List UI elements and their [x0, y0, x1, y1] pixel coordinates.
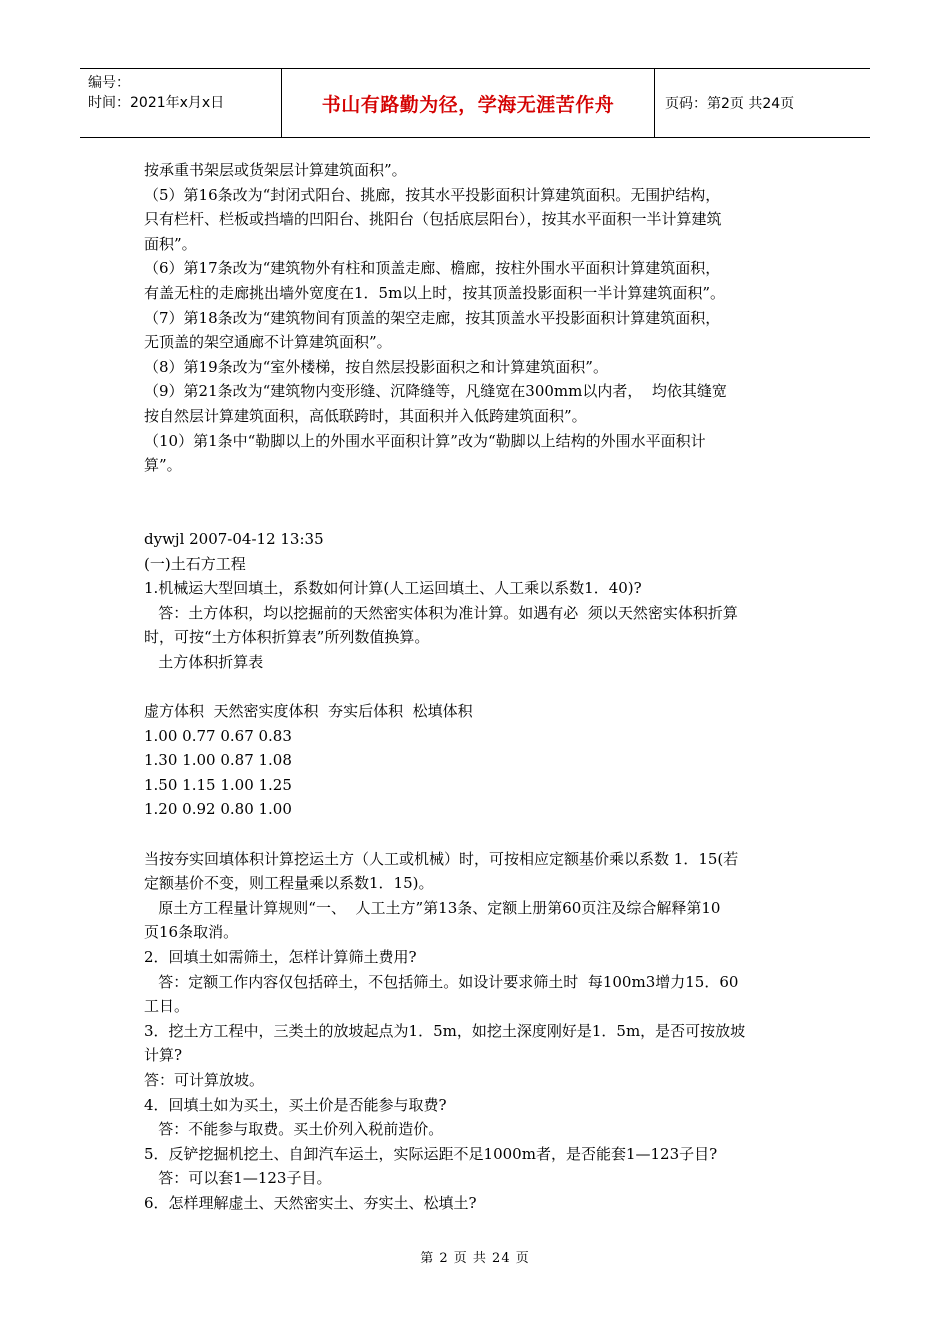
- number-label: 编号：: [88, 75, 130, 91]
- text-line: 1.机械运大型回填土，系数如何计算(人工运回填土、人工乘以系数1．40)?: [144, 579, 642, 598]
- text-line: 定额基价不变，则工程量乘以系数1．15)。: [144, 874, 434, 893]
- text-line: 1.30 1.00 0.87 1.08: [144, 751, 292, 770]
- text-line: 算”。: [144, 456, 182, 475]
- text-line: dywjl 2007-04-12 13:35: [144, 529, 324, 548]
- text-line: 计算?: [144, 1046, 183, 1065]
- text-line: 无顶盖的架空通廊不计算建筑面积”。: [144, 333, 392, 352]
- document-body: [144, 158, 812, 1216]
- text-line: （7）第18条改为“建筑物间有顶盖的架空走廊，按其顶盖水平投影面积计算建筑面积，: [144, 308, 721, 327]
- text-line: 2．回填土如需筛土，怎样计算筛土费用?: [144, 948, 417, 966]
- text-line: 工日。: [144, 997, 190, 1016]
- text-line: （6）第17条改为“建筑物外有柱和顶盖走廊、檐廊，按柱外围水平面积计算建筑面积，: [144, 259, 721, 278]
- text-line: （9）第21条改为“建筑物内变形缝、沉降缝等，凡缝宽在300mm以内者， 均依其缝宽: [144, 382, 727, 401]
- text-line: 土方体积折算表: [144, 652, 264, 671]
- header-meta: [80, 69, 281, 137]
- text-line: 答：不能参与取费。买土价列入税前造价。: [144, 1120, 444, 1139]
- text-line: 原土方工程量计算规则“一、 人工土方”第13条、定额上册第60页注及综合解释第10: [144, 898, 721, 917]
- text-line: 1.00 0.77 0.67 0.83: [144, 726, 292, 745]
- text-line: 6．怎样理解虚土、天然密实土、夯实土、松填土?: [144, 1193, 477, 1212]
- text-line: 虚方体积 天然密实度体积 夯实后体积 松填体积: [144, 702, 473, 721]
- text-line: （5）第16条改为“封闭式阳台、挑廊，按其水平投影面积计算建筑面积。无围护结构，: [144, 185, 721, 204]
- text-line: 答：定额工作内容仅包括碎土，不包括筛土。如设计要求筛土时 每100m3增力15．60: [144, 972, 739, 991]
- blank-line: [144, 502, 812, 527]
- text-line: 面积”。: [144, 234, 197, 253]
- time-label: 时间：2021年x月x日: [88, 95, 225, 111]
- blank-line: [144, 822, 812, 847]
- text-line: （10）第1条中“勒脚以上的外围水平面积计算”改为“勒脚以上结构的外围水平面积计: [144, 431, 706, 450]
- page-header: [80, 68, 870, 138]
- text-line: (一)土石方工程: [144, 554, 246, 573]
- text-line: 只有栏杆、栏板或挡墙的凹阳台、挑阳台（包括底层阳台），按其水平面积一半计算建筑: [144, 210, 722, 229]
- text-line: 按自然层计算建筑面积，高低联跨时，其面积并入低跨建筑面积”。: [144, 406, 587, 425]
- text-line: 答：可以套1—123子目。: [144, 1169, 332, 1188]
- page-footer: 第 2 页 共 24 页: [420, 1251, 530, 1266]
- text-line: 答：土方体积，均以挖掘前的天然密实体积为准计算。如遇有必 须以天然密实体积折算: [144, 603, 738, 622]
- text-line: 当按夯实回填体积计算挖运土方（人工或机械）时，可按相应定额基价乘以系数 1．15(若: [144, 849, 739, 868]
- header-motto: 书山有路勤为径，学海无涯苦作舟: [281, 69, 655, 137]
- text-line: 答：可计算放坡。: [144, 1070, 265, 1089]
- text-line: 1.50 1.15 1.00 1.25: [144, 775, 292, 794]
- text-line: 1.20 0.92 0.80 1.00: [144, 800, 292, 819]
- text-line: 按承重书架层或货架层计算建筑面积”。: [144, 161, 407, 179]
- text-line: 有盖无柱的走廊挑出墙外宽度在1．5m以上时，按其顶盖投影面积一半计算建筑面积”。: [144, 283, 725, 302]
- blank-line: [144, 674, 812, 699]
- text-line: 5．反铲挖掘机挖土、自卸汽车运土，实际运距不足1000m者，是否能套1—123子目?: [144, 1144, 718, 1163]
- text-line: 4．回填土如为买土，买土价是否能参与取费?: [144, 1095, 447, 1114]
- blank-line: [144, 478, 812, 503]
- text-line: （8）第19条改为“室外楼梯，按自然层投影面积之和计算建筑面积”。: [144, 357, 608, 376]
- text-line: 页16条取消。: [144, 923, 239, 942]
- text-line: 时，可按“土方体积折算表”所列数值换算。: [144, 628, 430, 647]
- header-page-info: 页码：第2页 共24页: [665, 96, 795, 112]
- text-line: 3．挖土方工程中，三类土的放坡起点为1．5m，如挖土深度刚好是1．5m，是否可按放坡: [144, 1021, 746, 1040]
